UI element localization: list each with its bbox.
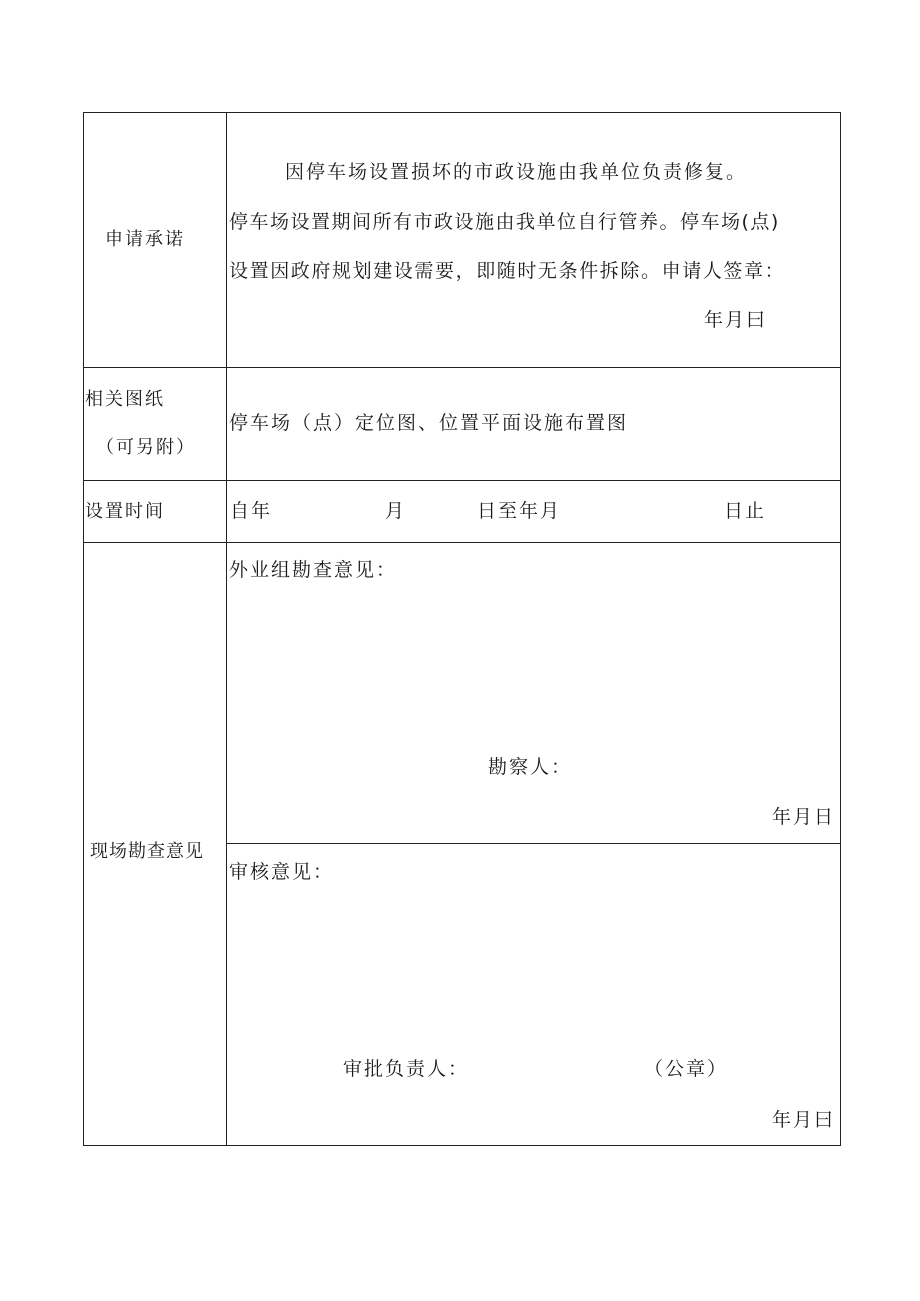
setup-time-day-end: 日止	[724, 500, 767, 522]
site-inspection-label: 现场勘查意见	[90, 841, 204, 862]
review-opinion-date: 年月曰	[772, 1109, 836, 1131]
field-opinion-date: 年月日	[772, 806, 836, 828]
commitment-label: 申请承诺	[105, 229, 185, 250]
row-divider-commitment	[84, 367, 840, 368]
drawings-label: 相关图纸	[85, 389, 165, 410]
setup-time-from-year: 自年	[230, 500, 273, 522]
column-divider	[226, 113, 227, 1145]
row-divider-drawings	[84, 480, 840, 481]
field-opinion-title: 外业组勘查意见：	[229, 559, 398, 581]
setup-time-label: 设置时间	[85, 501, 165, 522]
commitment-line-2: 停车场设置期间所有市政设施由我单位自行管养。停车场(点)	[229, 211, 780, 233]
review-seal: （公章）	[644, 1058, 729, 1080]
review-opinion-title: 审核意见：	[229, 861, 335, 883]
review-approver-signature: 审批负责人：	[343, 1058, 470, 1080]
drawings-label-note: （可另附）	[96, 437, 196, 458]
field-inspector-signature: 勘察人：	[488, 756, 573, 778]
row-divider-review	[226, 843, 840, 844]
setup-time-month: 月	[385, 500, 407, 522]
commitment-date: 年月曰	[704, 309, 768, 331]
row-divider-setup-time	[84, 542, 840, 543]
commitment-line-1: 因停车场设置损坏的市政设施由我单位负责修复。	[285, 161, 748, 183]
commitment-line-3: 设置因政府规划建设需要，即随时无条件拆除。申请人签章：	[229, 260, 786, 282]
setup-time-day-to-year-month: 日至年月	[477, 500, 562, 522]
drawings-value: 停车场（点）定位图、位置平面设施布置图	[229, 412, 629, 434]
